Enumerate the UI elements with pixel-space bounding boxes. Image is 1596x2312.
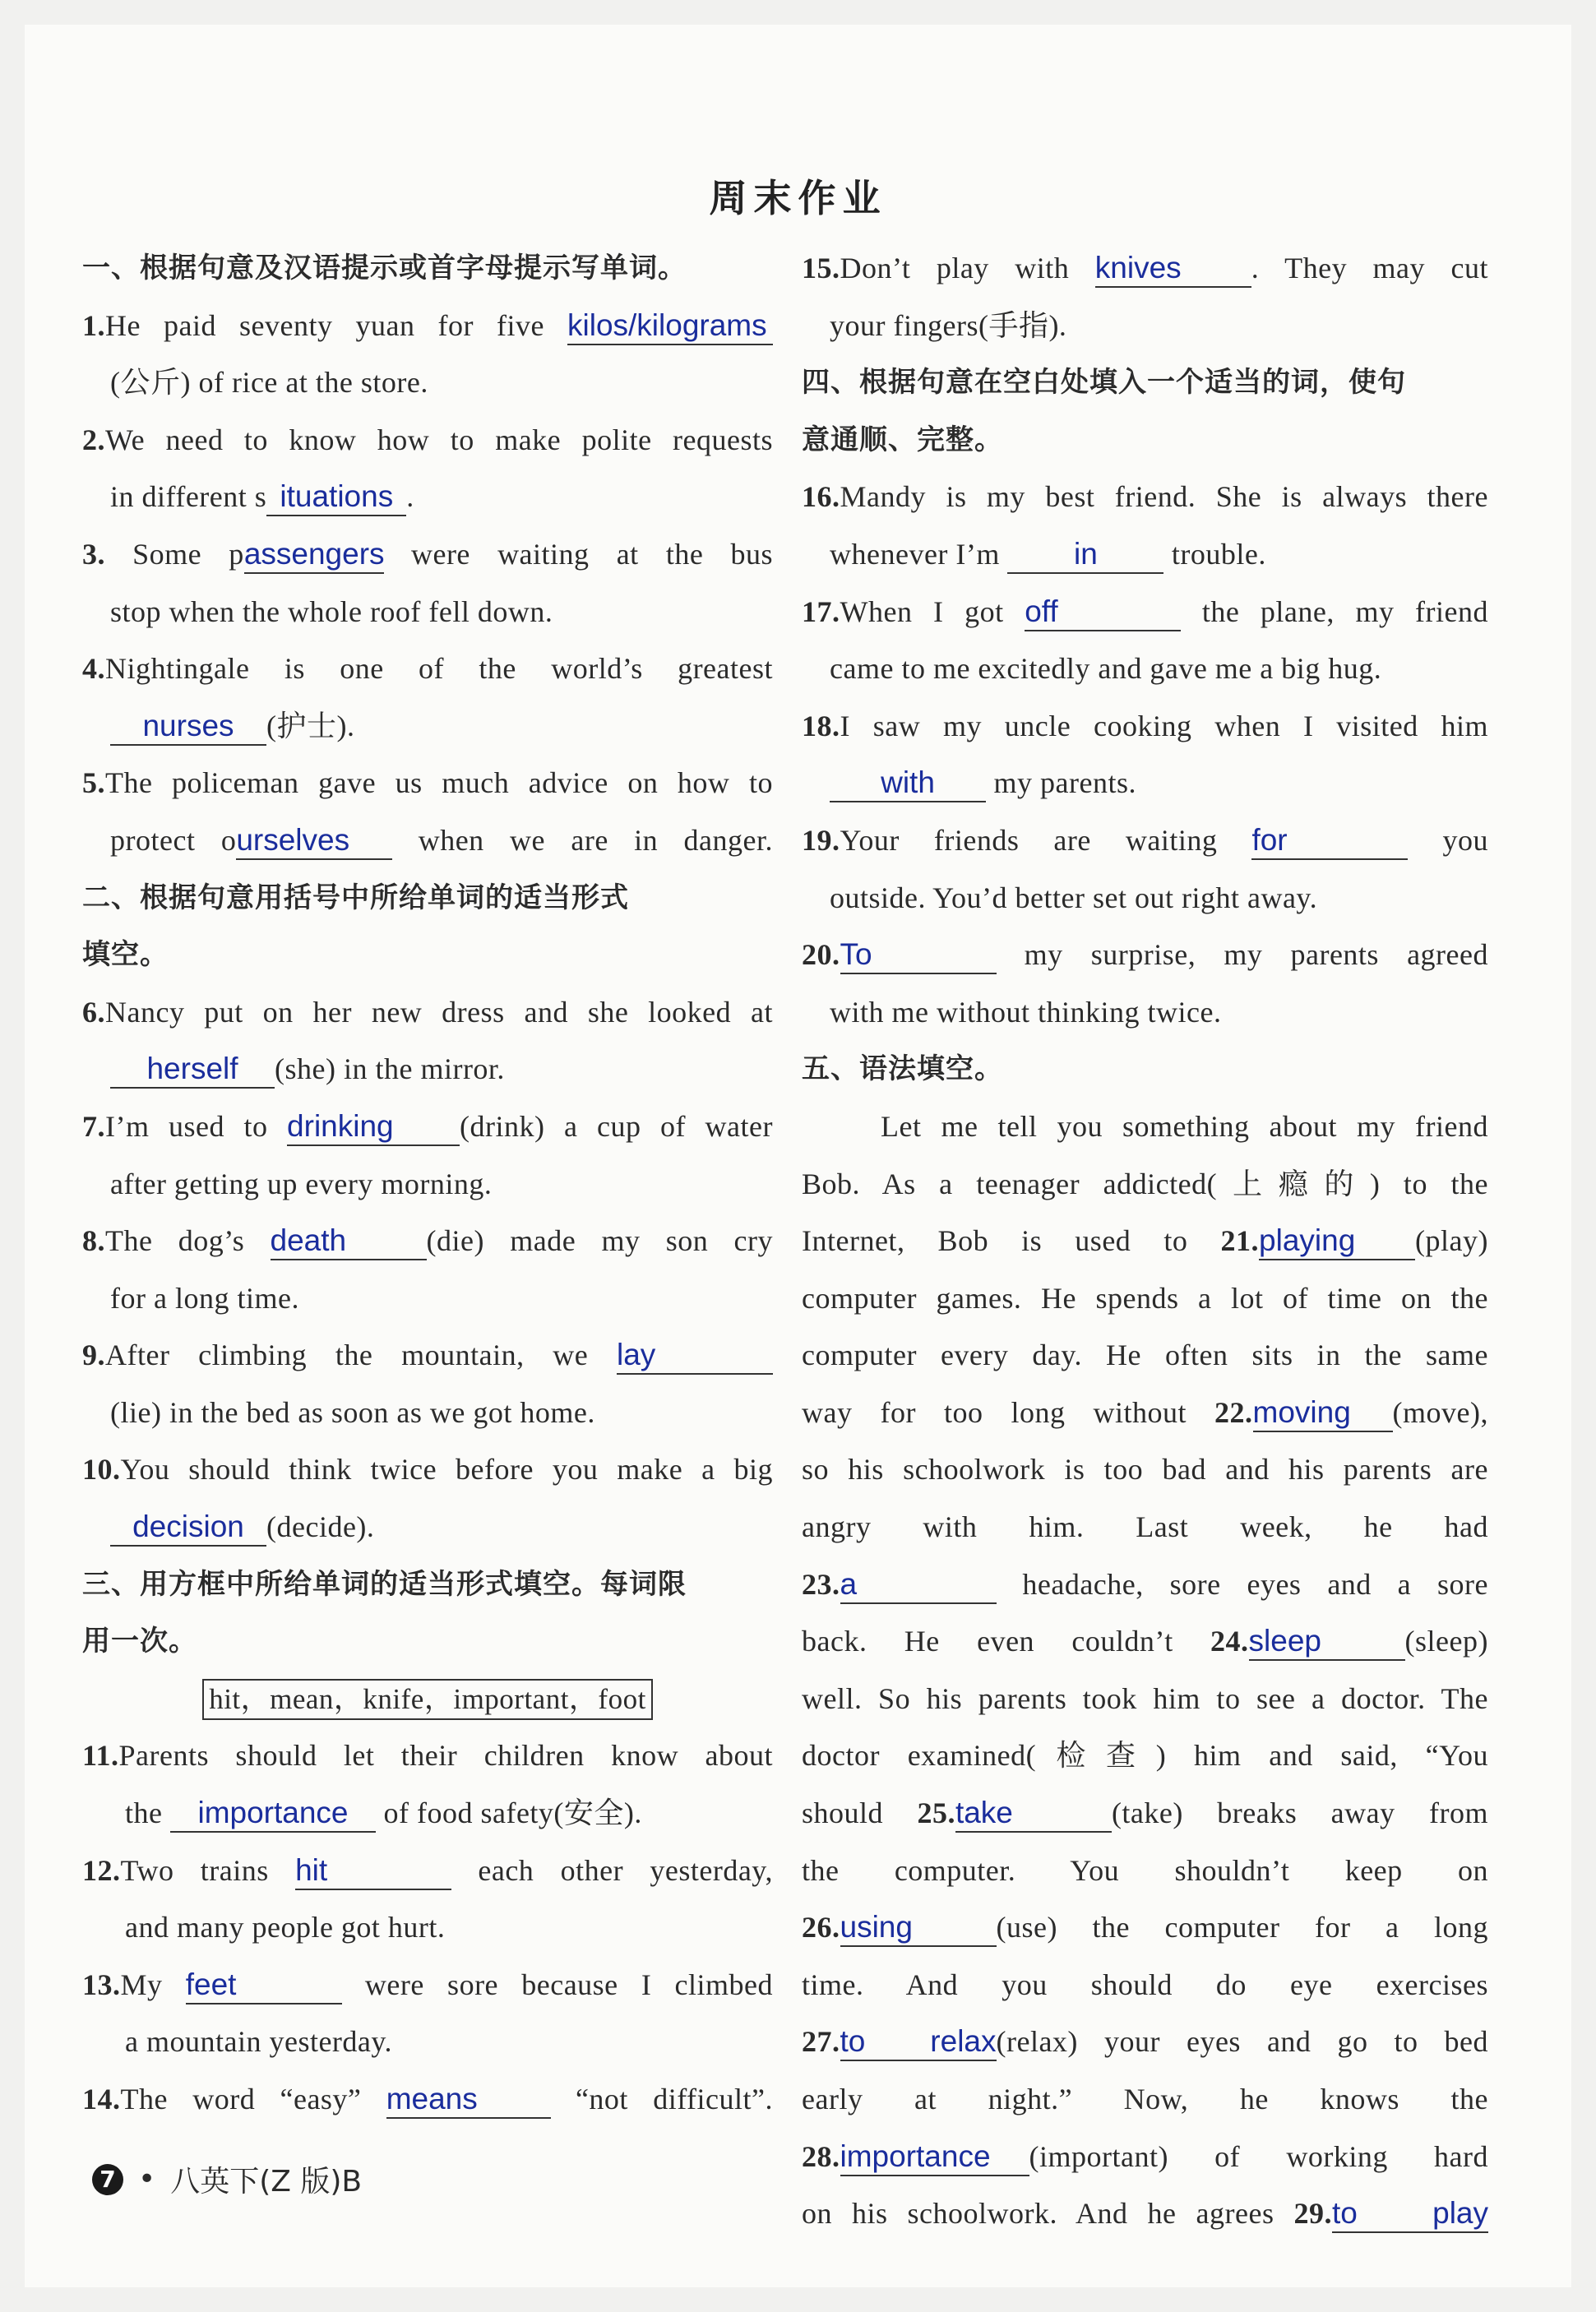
section-heading-5: 五、语法填空。 bbox=[802, 1052, 1003, 1086]
answer-blank[interactable]: importance bbox=[840, 2139, 1029, 2176]
answer-blank[interactable]: nurses bbox=[110, 708, 266, 746]
answer-blank[interactable]: in bbox=[1007, 536, 1163, 574]
answer-blank[interactable]: assengers bbox=[244, 536, 384, 574]
question-7: 7.I’m used to drinking (drink) a cup of water bbox=[82, 1098, 773, 1156]
section-heading-4: 四、根据句意在空白处填入一个适当的词，使句 bbox=[802, 366, 1406, 400]
section-heading-1: 一、根据句意及汉语提示或首字母提示写单词。 bbox=[82, 252, 687, 284]
answer-blank[interactable]: decision bbox=[110, 1509, 266, 1547]
page-footer: 7 • 八英下(Z 版)B bbox=[92, 2158, 362, 2200]
question-12: 12.Two trains hit each other yesterday, bbox=[82, 1843, 773, 1900]
question-19: 19.Your friends are waiting for you bbox=[802, 812, 1488, 870]
question-10: 10.You should think twice before you make a big bbox=[82, 1453, 773, 1487]
question-3: 3. Some passengers were waiting at the bus bbox=[82, 526, 773, 584]
page-title: 周末作业 bbox=[709, 176, 887, 220]
answer-blank[interactable]: herself bbox=[110, 1051, 275, 1089]
answer-blank[interactable]: hit bbox=[295, 1852, 451, 1890]
answer-blank[interactable]: To bbox=[840, 936, 997, 974]
question-11: 11.Parents should let their children know about bbox=[82, 1739, 773, 1773]
answer-blank[interactable]: moving bbox=[1253, 1394, 1393, 1432]
question-14: 14.The word “easy” means “not difficult”. bbox=[82, 2071, 773, 2129]
answer-blank[interactable]: for bbox=[1251, 822, 1408, 860]
answer-blank[interactable]: take bbox=[955, 1795, 1112, 1833]
answer-blank[interactable]: a bbox=[840, 1566, 997, 1604]
question-17: 17.When I got off the plane, my friend bbox=[802, 584, 1488, 641]
question-16: 16.Mandy is my best friend. She is always there bbox=[802, 480, 1488, 514]
answer-blank[interactable]: kilos/kilograms bbox=[567, 307, 773, 345]
question-4: 4.Nightingale is one of the world’s greatest bbox=[82, 652, 773, 686]
answer-blank[interactable]: ituations bbox=[266, 479, 406, 516]
question-20: 20.To my surprise, my parents agreed bbox=[802, 927, 1488, 984]
answer-blank[interactable]: death bbox=[271, 1223, 427, 1260]
question-6: 6.Nancy put on her new dress and she looked at bbox=[82, 995, 773, 1029]
question-9: 9.After climbing the mountain, we lay bbox=[82, 1327, 773, 1385]
answer-blank[interactable]: drinking bbox=[287, 1108, 460, 1146]
answer-blank[interactable]: to relax bbox=[840, 2023, 997, 2061]
word-box: hit，mean，knife，important，foot bbox=[202, 1679, 653, 1720]
question-5: 5.The policeman gave us much advice on how to bbox=[82, 766, 773, 800]
answer-blank[interactable]: knives bbox=[1095, 250, 1251, 288]
question-8: 8.The dog’s death (die) made my son cry bbox=[82, 1213, 773, 1270]
answer-blank[interactable]: with bbox=[830, 765, 986, 802]
answer-blank[interactable]: importance bbox=[170, 1795, 376, 1833]
section-heading-3: 三、用方框中所给单词的适当形式填空。每词限 bbox=[82, 1567, 687, 1601]
right-column: 15.Don’t play with knives . They may cut your fingers(手指). 四、根据句意在空白处填入一个适当的词，使句 意通顺、完整。 16.Mandy is my best friend. She is always there whenever I’m in trouble. 17.When I got off the plane, my friend came to me excitedly and gave me a big hug. 18.I saw my uncle cooking when I visited him with my parents. 19.Your friends are waiting for you outside. You’d better set out right away. 20.To my surprise, my parents agreed with me without thinking twice. 五、语法填空。 Let me tell you something about my friend Bob. As a teenager addicted(上瘾的) to the Internet, Bob is used to 21.playing (play) computer games. He spends a lot of time on the computer every day. He often sits in the same way for too long without 22.moving (move), so his schoolwork is too bad and his parents are angry with him. Last week, he had 23.a headache, sore eyes and a sore back. He even couldn’t 24.sleep (sleep) well. So his parents took him to see a doctor. The doctor examined(检查) him and said, “You should 25.take (take) breaks away from the computer. You shouldn’t keep on 26.using (use) the computer for a long time. And you should do eye exercises 27.to relax(relax) your eyes and go to bed early at night.” Now, he knows the 28.importance (important) of working hard on his schoolwork. And he agrees 29.to play bbox=[802, 240, 1488, 2243]
answer-blank[interactable]: lay bbox=[617, 1337, 773, 1375]
answer-blank[interactable]: using bbox=[840, 1909, 997, 1947]
question-2: 2.We need to know how to make polite requests bbox=[82, 423, 773, 456]
section-heading-2: 二、根据句意用括号中所给单词的适当形式 bbox=[82, 881, 629, 914]
answer-blank[interactable]: feet bbox=[186, 1967, 342, 2005]
left-column: 一、根据句意及汉语提示或首字母提示写单词。 1.He paid seventy yuan for five kilos/kilograms (公斤) of rice at the store. 2.We need to know how to make polite requests in different s ituations . 3. Some passengers were waiting at the bus stop when the whole roof fell down. 4.Nightingale is one of the world’s greatest nurses (护士). 5.The policeman gave us much advice on how to protect ourselves when we are in danger. 二、根据句意用括号中所给单词的适当形式 填空。 6.Nancy put on her new dress and she looked at herself (she) in the mirror. 7.I’m used to drinking (drink) a cup of water after getting up every morning. 8.The dog’s death (die) made my son cry for a long time. 9.After climbing the mountain, we lay (lie) in the bed as soon as we got home. 10.You should think twice before you make a big decision (decide). 三、用方框中所给单词的适当形式填空。每词限 用一次。 hit，mean，knife，important，foot 11.Parents should let their children know about the importance of food safety(安全). 12.Two trains hit each other yesterday, and many people got hurt. 13.My feet were sore because I climbed a mountain yesterday. 14.The word “easy” means “not difficult”. bbox=[82, 240, 773, 2129]
answer-blank[interactable]: urselves bbox=[236, 822, 392, 860]
book-label: 八英下(Z 版)B bbox=[170, 2165, 363, 2199]
question-18: 18.I saw my uncle cooking when I visited him bbox=[802, 709, 1488, 742]
question-1: 1.He paid seventy yuan for five kilos/kilograms bbox=[82, 298, 773, 355]
passage: Let me tell you something about my friend bbox=[802, 1109, 1488, 1143]
answer-blank[interactable]: sleep bbox=[1249, 1623, 1405, 1661]
answer-blank[interactable]: means bbox=[386, 2081, 551, 2119]
question-15: 15.Don’t play with knives . They may cut bbox=[802, 240, 1488, 298]
answer-blank[interactable]: playing bbox=[1259, 1223, 1415, 1260]
answer-blank[interactable]: off bbox=[1025, 594, 1181, 631]
page-number: 7 bbox=[92, 2164, 123, 2195]
question-13: 13.My feet were sore because I climbed bbox=[82, 1957, 773, 2014]
answer-blank[interactable]: to play bbox=[1332, 2195, 1488, 2233]
